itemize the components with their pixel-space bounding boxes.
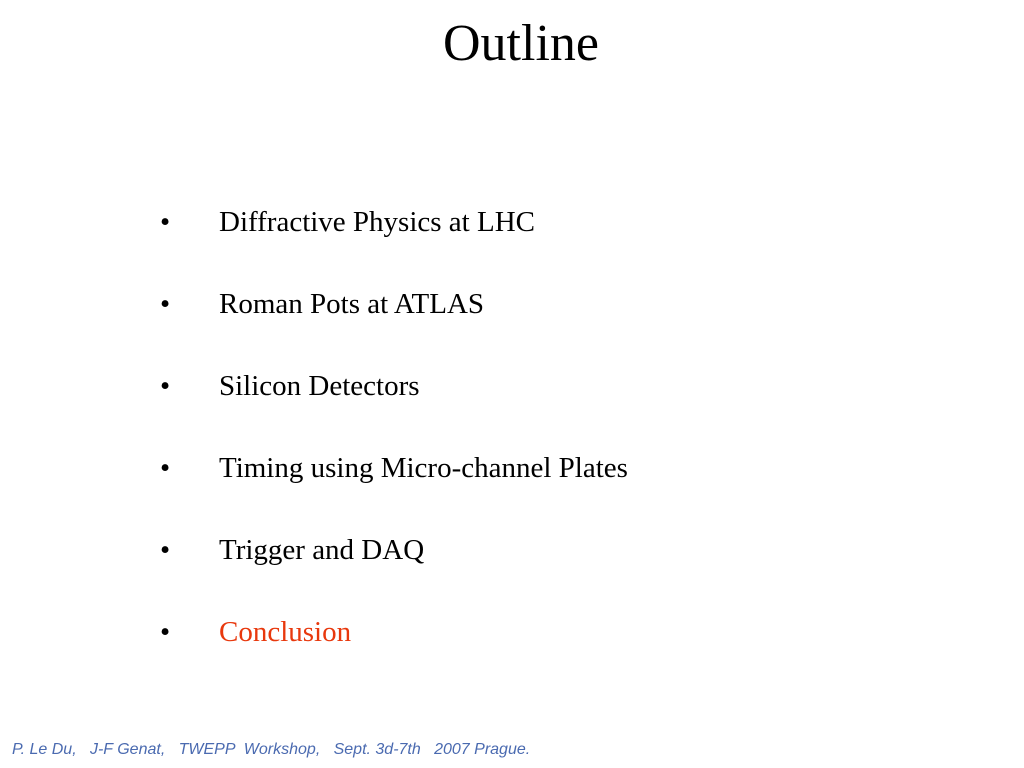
bullet-icon: • [160,288,171,320]
outline-item-label-highlighted: Conclusion [219,616,352,648]
outline-item-label: Timing using Micro-channel Plates [219,452,628,484]
outline-item-label: Silicon Detectors [219,370,420,402]
outline-item-label: Roman Pots at ATLAS [219,288,485,320]
bullet-icon: • [160,206,171,238]
bullet-icon: • [160,452,171,484]
bullet-icon: • [160,616,171,648]
bullet-icon: • [160,534,171,566]
bullet-icon: • [160,370,171,402]
outline-item-label: Diffractive Physics at LHC [219,206,535,238]
slide-title: Outline [443,15,599,72]
outline-item-label: Trigger and DAQ [219,534,425,566]
slide-footer: P. Le Du, J-F Genat, TWEPP Workshop, Sept. 3d-7th 2007 Prague. [12,741,531,758]
